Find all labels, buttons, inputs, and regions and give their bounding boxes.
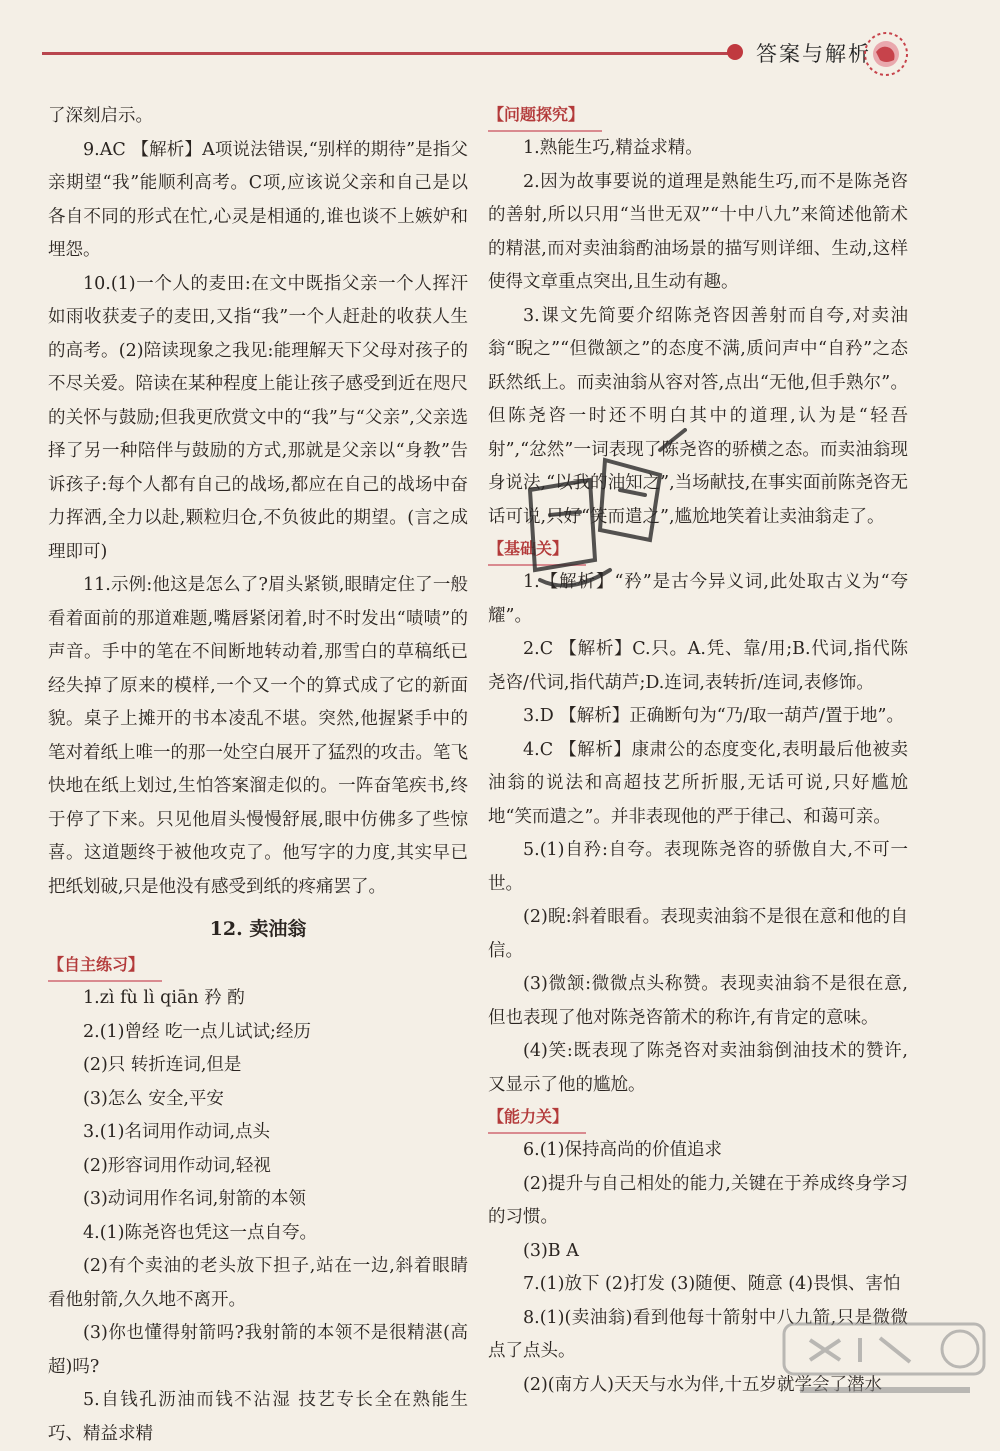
answer-item: 4.(1)陈尧咨也凭这一点自夸。 <box>83 1222 317 1243</box>
header-title: 答案与解析 <box>756 42 871 66</box>
answer-item: 7.(1)放下 (2)打发 (3)随便、随意 (4)畏惧、害怕 <box>523 1274 901 1294</box>
paragraph: 10.(1)一个人的麦田:在文中既指父亲一个人挥汗如雨收获麦子的麦田,又指“我”一个人赶赴的收获人生的高考。(2)陪读现象之我见:能理解天下父母对孩子的不尽关爱。陪读在某种程度上能让孩子感受到近在咫尺的关怀与鼓励;但我更欣赏文中的“我”与“父亲”,父亲选择了另一种陪伴与鼓励的方式,那就是父亲以“身教”告诉孩子:每个人都有自己的战场,都应在自己的战场中奋力挥洒,全力以赴,颗粒归仓,不负彼此的期望。(言之成理即可) <box>48 273 468 562</box>
answer-item: 6.(1)保持高尚的价值追求 <box>523 1140 722 1160</box>
answer-item: (3)动词用作名词,射箭的本领 <box>83 1189 306 1209</box>
chapter-title: 12. 卖油翁 <box>209 918 307 940</box>
section-header <box>488 100 908 132</box>
handwritten-stamp-icon <box>510 420 710 610</box>
paragraph: 9.AC 【解析】A项说法错误,“别样的期待”是指父亲期望“我”能顺利高考。C项,应该说父亲和自己是以各自不同的形式在忙,心灵是相通的,谁也谈不上嫉妒和埋怨。 <box>48 139 468 260</box>
answer-item: 1.zì fù lì qiān 矜 酌 <box>83 988 245 1008</box>
answer-item: (2)提升与自己相处的能力,关键在于养成终身学习的习惯。 <box>488 1173 908 1227</box>
section-header <box>488 1102 908 1134</box>
answer-item: (2)(南方人)天天与水为伴,十五岁就学会了潜水 <box>523 1374 883 1395</box>
answer-item: 8.(1)(卖油翁)看到他每十箭射中八九箭,只是微微点了点头。 <box>488 1307 908 1361</box>
answer-item: (2)形容词用作动词,轻视 <box>83 1155 271 1176</box>
answer-item: (4)笑:既表现了陈尧咨对卖油翁倒油技术的赞许,又显示了他的尴尬。 <box>488 1041 908 1095</box>
answer-item: (3)你也懂得射箭吗?我射箭的本领不是很精湛(高超)吗? <box>48 1323 468 1377</box>
answer-item: (2)只 转折连词,但是 <box>83 1055 242 1075</box>
answer-item: 2.因为故事要说的道理是熟能生巧,而不是陈尧咨的善射,所以只用“当世无双”“十中八九”来简述他箭术的精湛,而对卖油翁酌油场景的描写则详细、生动,这样使得文章重点突出,且生动有趣。 <box>488 171 908 292</box>
section-header <box>48 950 468 982</box>
answer-item: (2)睨:斜着眼看。表现卖油翁不是很在意和他的自信。 <box>488 907 908 961</box>
answer-item: 1.【解析】“矜”是古今异义词,此处取古义为“夸耀”。 <box>488 572 908 626</box>
answer-item: 2.(1)曾经 吃一点儿试试;经历 <box>83 1021 311 1042</box>
page-header <box>0 0 1000 90</box>
section-label: 【能力关】 <box>488 1102 586 1134</box>
answer-item: 3.(1)名词用作动词,点头 <box>83 1122 271 1142</box>
answer-item: (3)B A <box>523 1240 579 1261</box>
answer-item: 5.自钱孔沥油而钱不沾湿 技艺专长全在熟能生巧、精益求精 <box>48 1390 468 1444</box>
answer-item: (2)有个卖油的老头放下担子,站在一边,斜着眼睛看他射箭,久久地不离开。 <box>48 1256 468 1310</box>
section-label: 【自主练习】 <box>48 950 162 982</box>
answer-item: 3.课文先简要介绍陈尧咨因善射而自夸,对卖油翁“睨之”“但微颔之”的态度不满,质问声中“自矜”之态跃然纸上。而卖油翁从容对答,点出“无他,但手熟尔”。但陈尧咨一时还不明白其中的道理,认为是“轻吾射”,“忿然”一词表现了陈尧咨的骄横之态。而卖油翁现身说法,“以我的油知之”,当场献技,在事实面前陈尧咨无话可说,只好“笑而遣之”,尴尬地笑着让卖油翁走了。 <box>488 305 908 527</box>
section-label: 【基础关】 <box>488 534 586 566</box>
globe-emblem-icon <box>862 30 910 78</box>
section-label: 【问题探究】 <box>488 100 602 132</box>
left-column <box>48 100 468 1451</box>
answer-item: (3)怎么 安全,平安 <box>83 1088 224 1109</box>
watermark-logo <box>780 1320 990 1410</box>
answer-item: (3)微颔:微微点头称赞。表现卖油翁不是很在意,但也表现了他对陈尧咨箭术的称许,有肯定的意味。 <box>488 974 908 1028</box>
answer-item: 2.C 【解析】C.只。A.凭、靠/用;B.代词,指代陈尧咨/代词,指代葫芦;D.连词,表转折/连词,表修饰。 <box>488 639 908 693</box>
paragraph: 了深刻启示。 <box>48 106 153 126</box>
answer-item: 1.熟能生巧,精益求精。 <box>523 138 703 158</box>
header-dot-icon <box>727 44 743 60</box>
right-column <box>488 100 908 1402</box>
answer-item: 5.(1)自矜:自夸。表现陈尧咨的骄傲自大,不可一世。 <box>488 840 908 894</box>
header-rule <box>42 52 730 55</box>
answer-item: 4.C 【解析】康肃公的态度变化,表明最后他被卖油翁的说法和高超技艺所折服,无话可说,只好尴尬地“笑而遣之”。并非表现他的严于律己、和蔼可亲。 <box>488 739 908 827</box>
answer-item: 3.D 【解析】正确断句为“乃/取一葫芦/置于地”。 <box>523 706 904 726</box>
paragraph: 11.示例:他这是怎么了?眉头紧锁,眼睛定住了一般看着面前的那道难题,嘴唇紧闭着,时不时发出“啧啧”的声音。手中的笔在不间断地转动着,那雪白的草稿纸已经失掉了原来的模样,一个又一个的算式成了它的新面貌。桌子上摊开的书本凌乱不堪。突然,他握紧手中的笔对着纸上唯一的那一处空白展开了猛烈的攻击。笔飞快地在纸上划过,生怕答案溜走似的。一阵奋笔疾书,终于停了下来。只见他眉头慢慢舒展,眼中仿佛多了些惊喜。这道题终于被他攻克了。他写字的力度,其实早已把纸划破,只是他没有感受到纸的疼痛罢了。 <box>48 575 468 897</box>
